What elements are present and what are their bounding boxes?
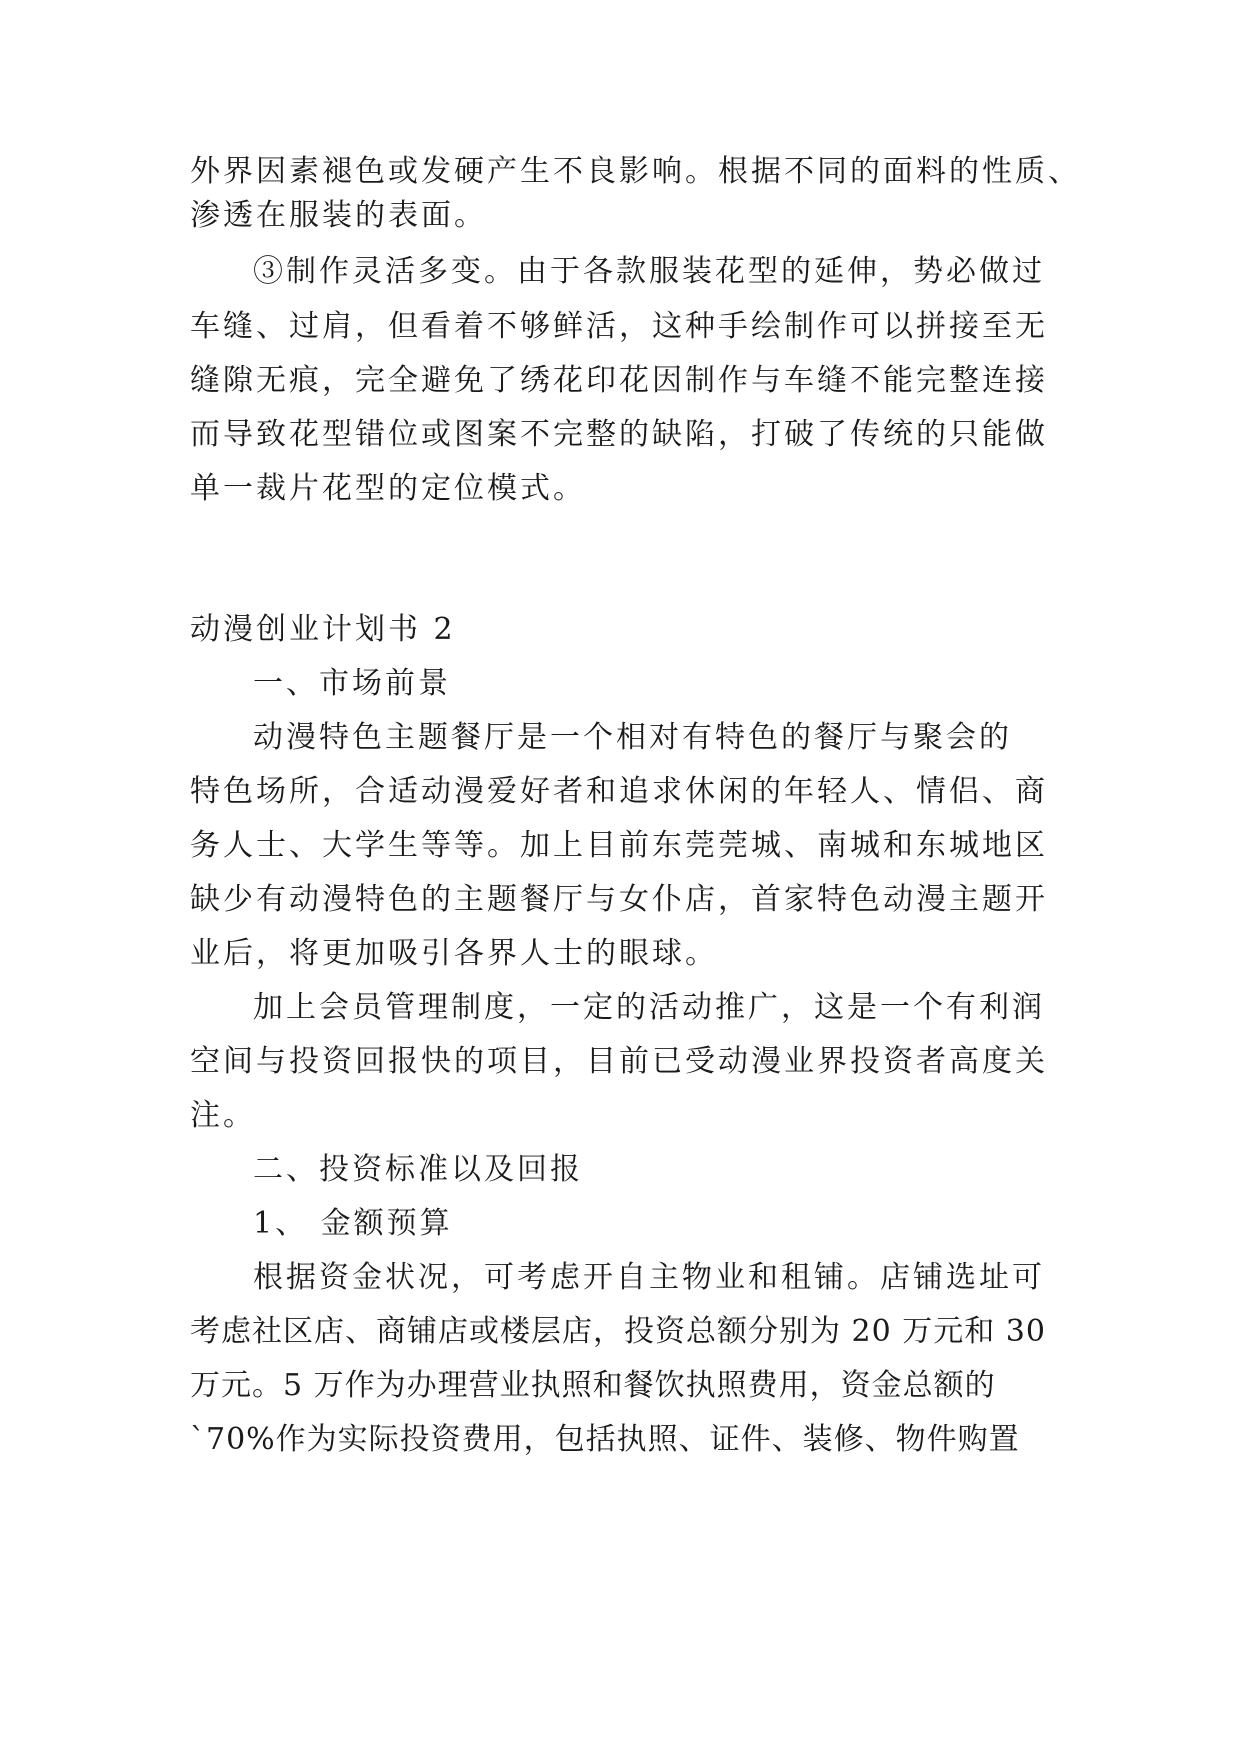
text-line: ③制作灵活多变。由于各款服装花型的延伸，势必做过 xyxy=(253,254,1045,289)
text-line: 业后，将更加吸引各界人士的眼球。 xyxy=(190,936,718,971)
text-line: 而导致花型错位或图案不完整的缺陷，打破了传统的只能做 xyxy=(190,417,1048,452)
heading-market: 一、市场前景 xyxy=(253,666,451,701)
subheading-budget: 1、 金额预算 xyxy=(253,1206,453,1241)
text-line: 外界因素褪色或发硬产生不良影响。根据不同的面料的性质、 xyxy=(190,154,1081,189)
text-line: 特色场所，合适动漫爱好者和追求休闲的年轻人、情侣、商 xyxy=(190,774,1048,809)
text-line: `70%作为实际投资费用，包括执照、证件、装修、物件购置 xyxy=(190,1422,1020,1457)
text-line: 车缝、过肩，但看着不够鲜活，这种手绘制作可以拼接至无 xyxy=(190,309,1048,344)
text-line: 空间与投资回报快的项目，目前已受动漫业界投资者高度关 xyxy=(190,1044,1048,1079)
text-line: 渗透在服装的表面。 xyxy=(190,198,487,233)
text-line: 缝隙无痕，完全避免了绣花印花因制作与车缝不能完整连接 xyxy=(190,363,1048,398)
text-line: 缺少有动漫特色的主题餐厅与女仆店，首家特色动漫主题开 xyxy=(190,882,1048,917)
text-line: 注。 xyxy=(190,1098,256,1133)
text-line: 务人士、大学生等等。加上目前东莞莞城、南城和东城地区 xyxy=(190,828,1048,863)
text-line: 万元。5 万作为办理营业执照和餐饮执照费用，资金总额的 xyxy=(190,1368,996,1403)
text-line: 考虑社区店、商铺店或楼层店，投资总额分别为 20 万元和 30 xyxy=(190,1314,1046,1349)
heading-investment: 二、投资标准以及回报 xyxy=(253,1152,583,1187)
text-line: 根据资金状况，可考虑开自主物业和租铺。店铺选址可 xyxy=(253,1260,1045,1295)
section-title: 动漫创业计划书 2 xyxy=(190,612,456,647)
text-line: 单一裁片花型的定位模式。 xyxy=(190,471,586,506)
text-line: 加上会员管理制度，一定的活动推广，这是一个有利润 xyxy=(253,990,1045,1025)
text-line: 动漫特色主题餐厅是一个相对有特色的餐厅与聚会的 xyxy=(253,720,1012,755)
